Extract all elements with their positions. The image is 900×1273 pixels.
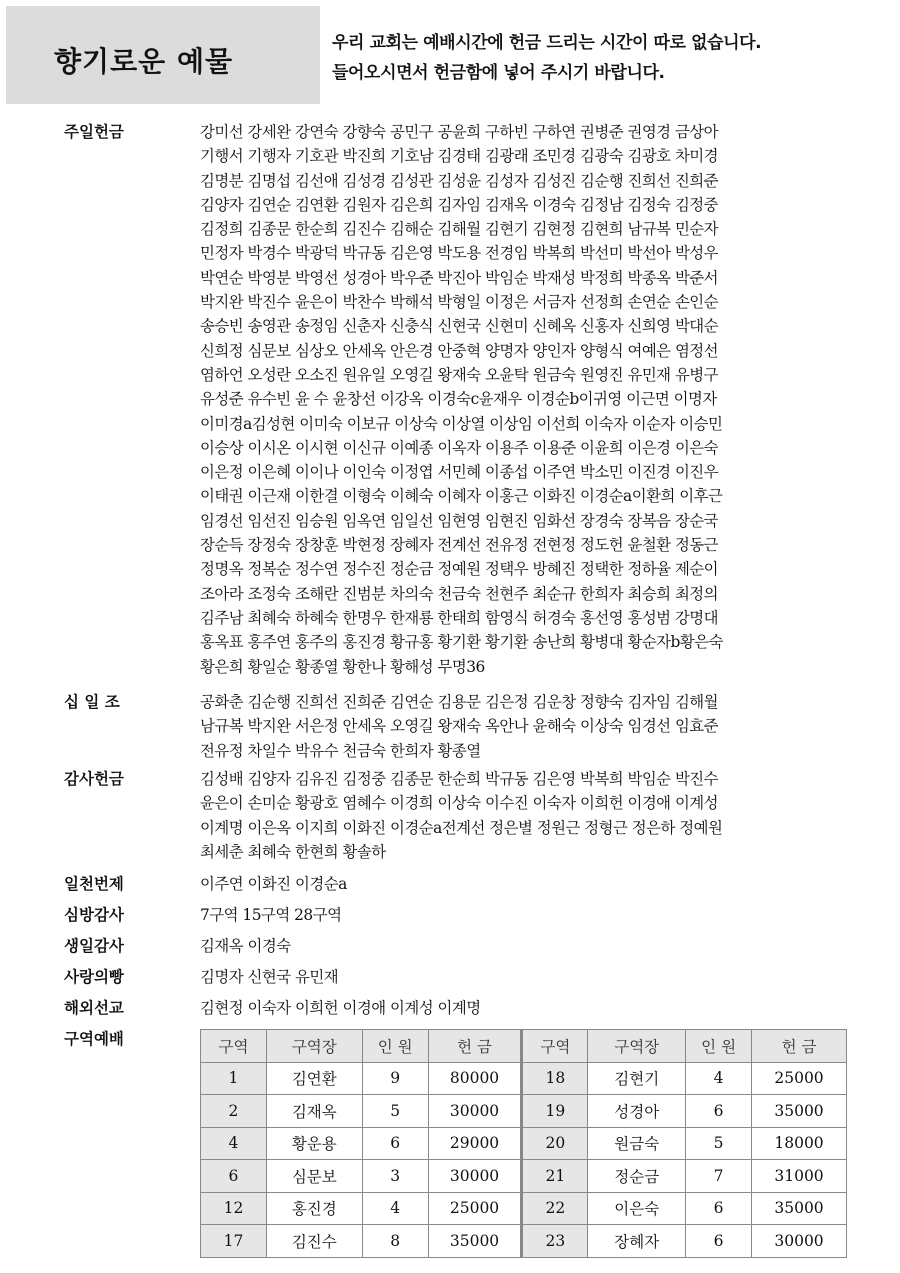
row-value: 7구역 15구역 28구역	[200, 906, 342, 924]
table-cell: 5	[362, 1095, 428, 1128]
table-cell: 80000	[428, 1062, 522, 1095]
name-line: 신희정 심문보 심상오 안세옥 안은경 안중혁 양명자 양인자 양형식 여예은 염정선	[200, 341, 719, 360]
name-line: 김양자 김연순 김연환 김원자 김은희 김자임 김재옥 이경숙 김정남 김정숙 김정중	[200, 195, 719, 214]
tithe-names	[200, 690, 858, 763]
table-cell: 4	[201, 1127, 267, 1160]
name-line: 송승빈 송영관 송정임 신춘자 신충식 신현국 신현미 신혜옥 신홍자 신희영 박대순	[200, 317, 719, 336]
table-cell: 정순금	[588, 1160, 686, 1193]
table-cell: 김연환	[266, 1062, 362, 1095]
title-box	[6, 6, 320, 104]
table-cell: 30000	[752, 1225, 847, 1258]
table-cell: 1	[201, 1062, 267, 1095]
table-cell: 18000	[752, 1127, 847, 1160]
table-cell: 김진수	[266, 1225, 362, 1258]
district-offering-table	[200, 1029, 847, 1258]
offering-notice	[332, 28, 892, 88]
thanks-offering-label: 감사헌금	[64, 770, 124, 788]
row-value: 김명자 신현국 유민재	[200, 968, 339, 986]
table-cell: 김현기	[588, 1062, 686, 1095]
row-label: 일천번제	[64, 875, 124, 893]
row-label: 사랑의빵	[64, 968, 124, 986]
table-cell: 6	[362, 1127, 428, 1160]
sunday-offering-names	[200, 120, 858, 679]
tithe-label: 십 일 조	[64, 693, 120, 711]
name-line: 이은정 이은혜 이이나 이인숙 이정엽 서민혜 이종섭 이주연 박소민 이진경 이진우	[200, 463, 719, 482]
table-cell: 17	[201, 1225, 267, 1258]
name-line: 전유정 차일수 박유수 천금숙 한희자 황종열	[200, 741, 481, 760]
name-line: 정명옥 정복순 정수연 정수진 정순금 정예원 정택우 방혜진 정택한 정하율 제순이	[200, 560, 719, 579]
thanks-offering-names	[200, 767, 858, 864]
table-cell: 6	[686, 1095, 752, 1128]
name-line: 김정희 김종문 한순희 김진수 김해순 김해월 김현기 김현정 김현희 남규복 민순자	[200, 220, 719, 239]
table-cell: 9	[362, 1062, 428, 1095]
sunday-offering-label: 주일헌금	[64, 123, 124, 141]
table-cell: 6	[686, 1225, 752, 1258]
table-row	[201, 1127, 847, 1160]
table-cell: 35000	[752, 1095, 847, 1128]
table-cell: 3	[362, 1160, 428, 1193]
name-line: 조아라 조정숙 조해란 진범분 차의숙 천금숙 천현주 최순규 한희자 최승희 최정의	[200, 584, 719, 603]
name-line: 남규복 박지완 서은정 안세옥 오영길 왕재숙 옥안나 윤해숙 이상숙 임경선 임효준	[200, 717, 719, 736]
table-cell: 이은숙	[588, 1192, 686, 1225]
column-header: 구역장	[266, 1030, 362, 1063]
table-cell: 35000	[428, 1225, 522, 1258]
page-title: 향기로운 예물	[54, 45, 234, 78]
name-line: 염하언 오성란 오소진 원유일 오영길 왕재숙 오윤탁 원금숙 원영진 유민재 유병구	[200, 365, 719, 384]
row-value: 이주연 이화진 이경순a	[200, 875, 347, 893]
name-line: 유성준 유수빈 윤 수 윤창선 이강옥 이경숙c윤재우 이경순b이귀영 이근면 이명자	[200, 390, 717, 409]
table-cell: 성경아	[588, 1095, 686, 1128]
name-line: 이승상 이시온 이시현 이신규 이예종 이옥자 이용주 이용준 이윤희 이은경 이은숙	[200, 438, 719, 457]
table-cell: 심문보	[266, 1160, 362, 1193]
name-line: 임경선 임선진 임승원 임옥연 임일선 임현영 임현진 임화선 장경숙 장복음 장순국	[200, 511, 719, 530]
table-cell: 홍진경	[266, 1192, 362, 1225]
name-line: 박연순 박영분 박영선 성경아 박우준 박진아 박임순 박재성 박정희 박종옥 박준서	[200, 268, 719, 287]
name-line: 최세춘 최혜숙 한현희 황솔하	[200, 842, 386, 861]
column-header: 헌 금	[752, 1030, 847, 1063]
column-header: 헌 금	[428, 1030, 522, 1063]
table-cell: 장혜자	[588, 1225, 686, 1258]
table-cell: 22	[522, 1192, 588, 1225]
table-cell: 30000	[428, 1095, 522, 1128]
table-cell: 5	[686, 1127, 752, 1160]
table-header-row	[201, 1030, 847, 1063]
table-cell: 25000	[752, 1062, 847, 1095]
table-cell: 7	[686, 1160, 752, 1193]
table-cell: 20	[522, 1127, 588, 1160]
name-line: 이태권 이근재 이한결 이형숙 이혜숙 이혜자 이홍근 이화진 이경순a이환희 이후근	[200, 487, 723, 506]
row-value: 김재옥 이경숙	[200, 937, 291, 955]
name-line: 김주남 최혜숙 하혜숙 한명우 한재룡 한태희 함영식 허경숙 홍선영 홍성범 강명대	[200, 608, 719, 627]
table-cell: 원금숙	[588, 1127, 686, 1160]
name-line: 윤은이 손미순 황광호 염혜수 이경희 이상숙 이수진 이숙자 이희헌 이경애 이계성	[200, 794, 719, 813]
table-cell: 8	[362, 1225, 428, 1258]
row-value: 김현정 이숙자 이희헌 이경애 이계성 이계명	[200, 999, 481, 1017]
row-label: 생일감사	[64, 937, 124, 955]
table-row	[201, 1160, 847, 1193]
name-line: 홍옥표 홍주연 홍주의 홍진경 황규홍 황기환 황기환 송난희 황병대 황순자b황은숙	[200, 633, 724, 652]
notice-line: 우리 교회는 예배시간에 헌금 드리는 시간이 따로 없습니다.	[332, 33, 762, 53]
table-cell: 4	[362, 1192, 428, 1225]
column-header: 구역	[522, 1030, 588, 1063]
column-header: 인 원	[686, 1030, 752, 1063]
column-header: 구역장	[588, 1030, 686, 1063]
name-line: 기행서 기행자 기호관 박진희 기호남 김경태 김광래 조민경 김광숙 김광호 차미경	[200, 147, 719, 166]
table-cell: 황운용	[266, 1127, 362, 1160]
table-row	[201, 1192, 847, 1225]
notice-line: 들어오시면서 헌금함에 넣어 주시기 바랍니다.	[332, 63, 665, 83]
table-cell: 6	[201, 1160, 267, 1193]
name-line: 황은희 황일순 황종열 황한나 황해성 무명36	[200, 657, 485, 676]
name-line: 장순득 장정숙 장창훈 박현정 장혜자 전계선 전유정 전현정 정도헌 윤철환 정동근	[200, 536, 719, 555]
table-cell: 4	[686, 1062, 752, 1095]
row-label: 해외선교	[64, 999, 124, 1017]
table-cell: 18	[522, 1062, 588, 1095]
row-label: 심방감사	[64, 906, 124, 924]
table-body	[201, 1062, 847, 1257]
table-cell: 김재옥	[266, 1095, 362, 1128]
table-row	[201, 1062, 847, 1095]
table-cell: 6	[686, 1192, 752, 1225]
name-line: 박지완 박진수 윤은이 박찬수 박해석 박형일 이정은 서금자 선정희 손연순 손인순	[200, 293, 719, 312]
table-cell: 12	[201, 1192, 267, 1225]
table-cell: 25000	[428, 1192, 522, 1225]
table-row	[201, 1095, 847, 1128]
name-line: 민정자 박경수 박광덕 박규동 김은영 박도용 전경임 박복희 박선미 박선아 박성우	[200, 244, 719, 263]
name-line: 강미선 강세완 강연숙 강향숙 공민구 공윤희 구하빈 구하연 권병준 권영경 금상아	[200, 123, 719, 141]
table-cell: 19	[522, 1095, 588, 1128]
table-cell: 23	[522, 1225, 588, 1258]
name-line: 공화춘 김순행 진희선 진희준 김연순 김용문 김은정 김운창 정향숙 김자임 김해월	[200, 693, 719, 711]
name-line: 이계명 이은옥 이지희 이화진 이경순a전계선 정은별 정원근 정형근 정은하 정예원	[200, 818, 723, 837]
table-cell: 2	[201, 1095, 267, 1128]
name-line: 김명분 김명섭 김선애 김성경 김성관 김성윤 김성자 김성진 김순행 진희선 진희준	[200, 171, 719, 190]
district-worship-label: 구역예배	[64, 1030, 124, 1048]
table-row	[201, 1225, 847, 1258]
name-line: 이미경a김성현 이미숙 이보규 이상숙 이상열 이상임 이선희 이숙자 이순자 이승민	[200, 414, 723, 433]
name-line: 김성배 김양자 김유진 김정중 김종문 한순희 박규동 김은영 박복희 박임순 박진수	[200, 770, 719, 788]
table-cell: 31000	[752, 1160, 847, 1193]
table-cell: 29000	[428, 1127, 522, 1160]
column-header: 구역	[201, 1030, 267, 1063]
table-cell: 30000	[428, 1160, 522, 1193]
column-header: 인 원	[362, 1030, 428, 1063]
table-cell: 35000	[752, 1192, 847, 1225]
table-cell: 21	[522, 1160, 588, 1193]
